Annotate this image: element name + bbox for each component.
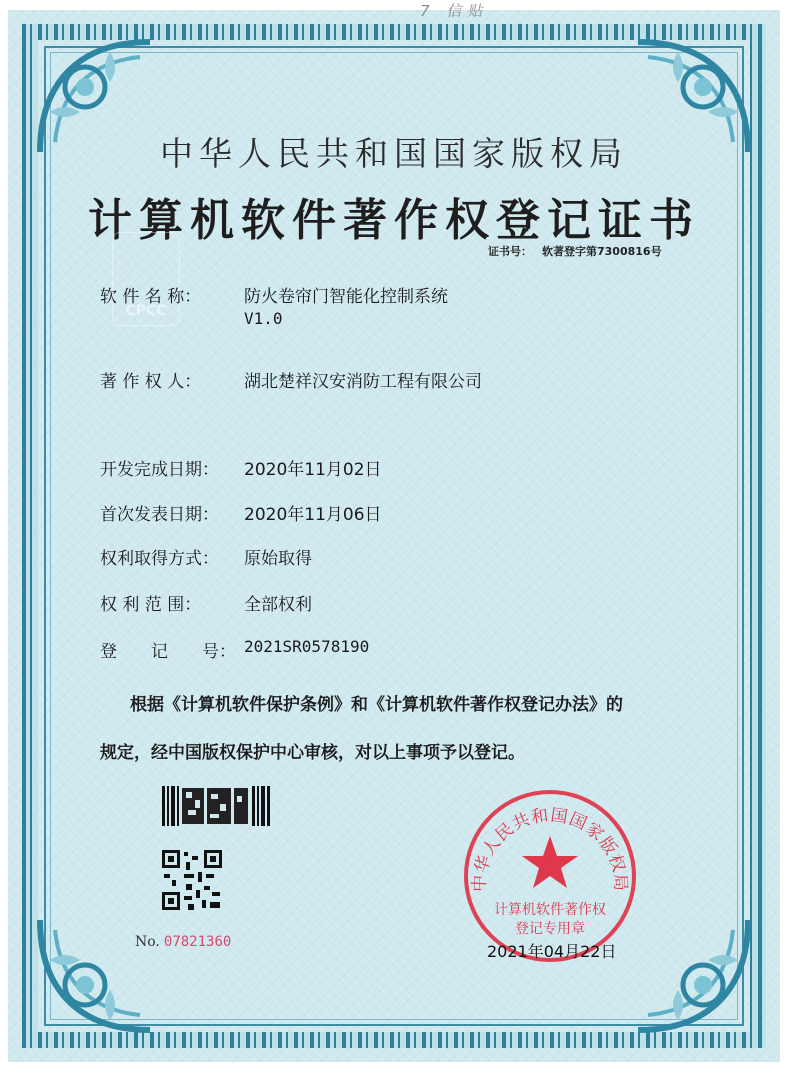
field-value: 2021SR0578190 — [244, 637, 370, 656]
field-value: 2020年11月06日 — [244, 505, 382, 525]
statement-line-1: 根据《计算机软件保护条例》和《计算机软件著作权登记办法》的 — [130, 695, 623, 715]
field-label: 开发完成日期： — [100, 460, 219, 480]
field-registration-number — [100, 637, 369, 662]
watermark-text: CPCC — [125, 303, 167, 319]
software-name-value: 防火卷帘门智能化控制系统 — [244, 287, 448, 307]
serial-value: 07821360 — [163, 934, 232, 950]
field-label: 权 利 范 围： — [100, 595, 202, 615]
field-value: 2020年11月02日 — [244, 460, 382, 480]
field-value — [244, 282, 448, 328]
seal-arc-text: 中华人民共和国国家版权局 — [469, 805, 631, 893]
field-scope — [100, 590, 312, 615]
field-label: 权利取得方式： — [100, 549, 219, 569]
barcode-icon — [162, 786, 270, 826]
field-value: 全部权利 — [244, 595, 312, 615]
issuer-title: 中华人民共和国国家版权局 — [160, 134, 628, 173]
field-label: 登 记 号： — [100, 642, 236, 662]
field-completion-date — [100, 455, 382, 480]
field-copyright-owner — [100, 367, 482, 392]
field-publication-date — [100, 500, 382, 525]
qr-code-icon — [162, 850, 222, 910]
field-value: 原始取得 — [244, 549, 312, 569]
corner-ornament-icon — [30, 910, 160, 1040]
field-label: 首次发表日期： — [100, 505, 219, 525]
corner-ornament-icon — [628, 910, 758, 1040]
statement-line-2: 规定，经中国版权保护中心审核，对以上事项予以登记。 — [100, 743, 525, 763]
field-software-name — [100, 282, 448, 328]
serial-prefix: No. — [135, 934, 160, 950]
certificate-number-label: 证书号： — [488, 245, 532, 258]
field-value: 湖北楚祥汉安消防工程有限公司 — [244, 372, 482, 392]
certificate-number — [488, 243, 662, 259]
seal-line-2: 登记专用章 — [515, 921, 585, 937]
software-version: V1.0 — [244, 309, 283, 328]
seal-line-1: 计算机软件著作权 — [494, 902, 606, 918]
field-label: 著 作 权 人： — [100, 372, 202, 392]
serial-number — [135, 934, 231, 950]
field-label: 软 件 名 称： — [100, 287, 202, 307]
field-acquisition-method — [100, 544, 312, 569]
issue-date: 2021年04月22日 — [487, 942, 617, 961]
certificate-number-value: 软著登字第7300816号 — [542, 245, 662, 258]
certificate-title: 计算机软件著作权登记证书 — [88, 195, 700, 246]
handwritten-note: 7 信贴 — [420, 2, 489, 20]
